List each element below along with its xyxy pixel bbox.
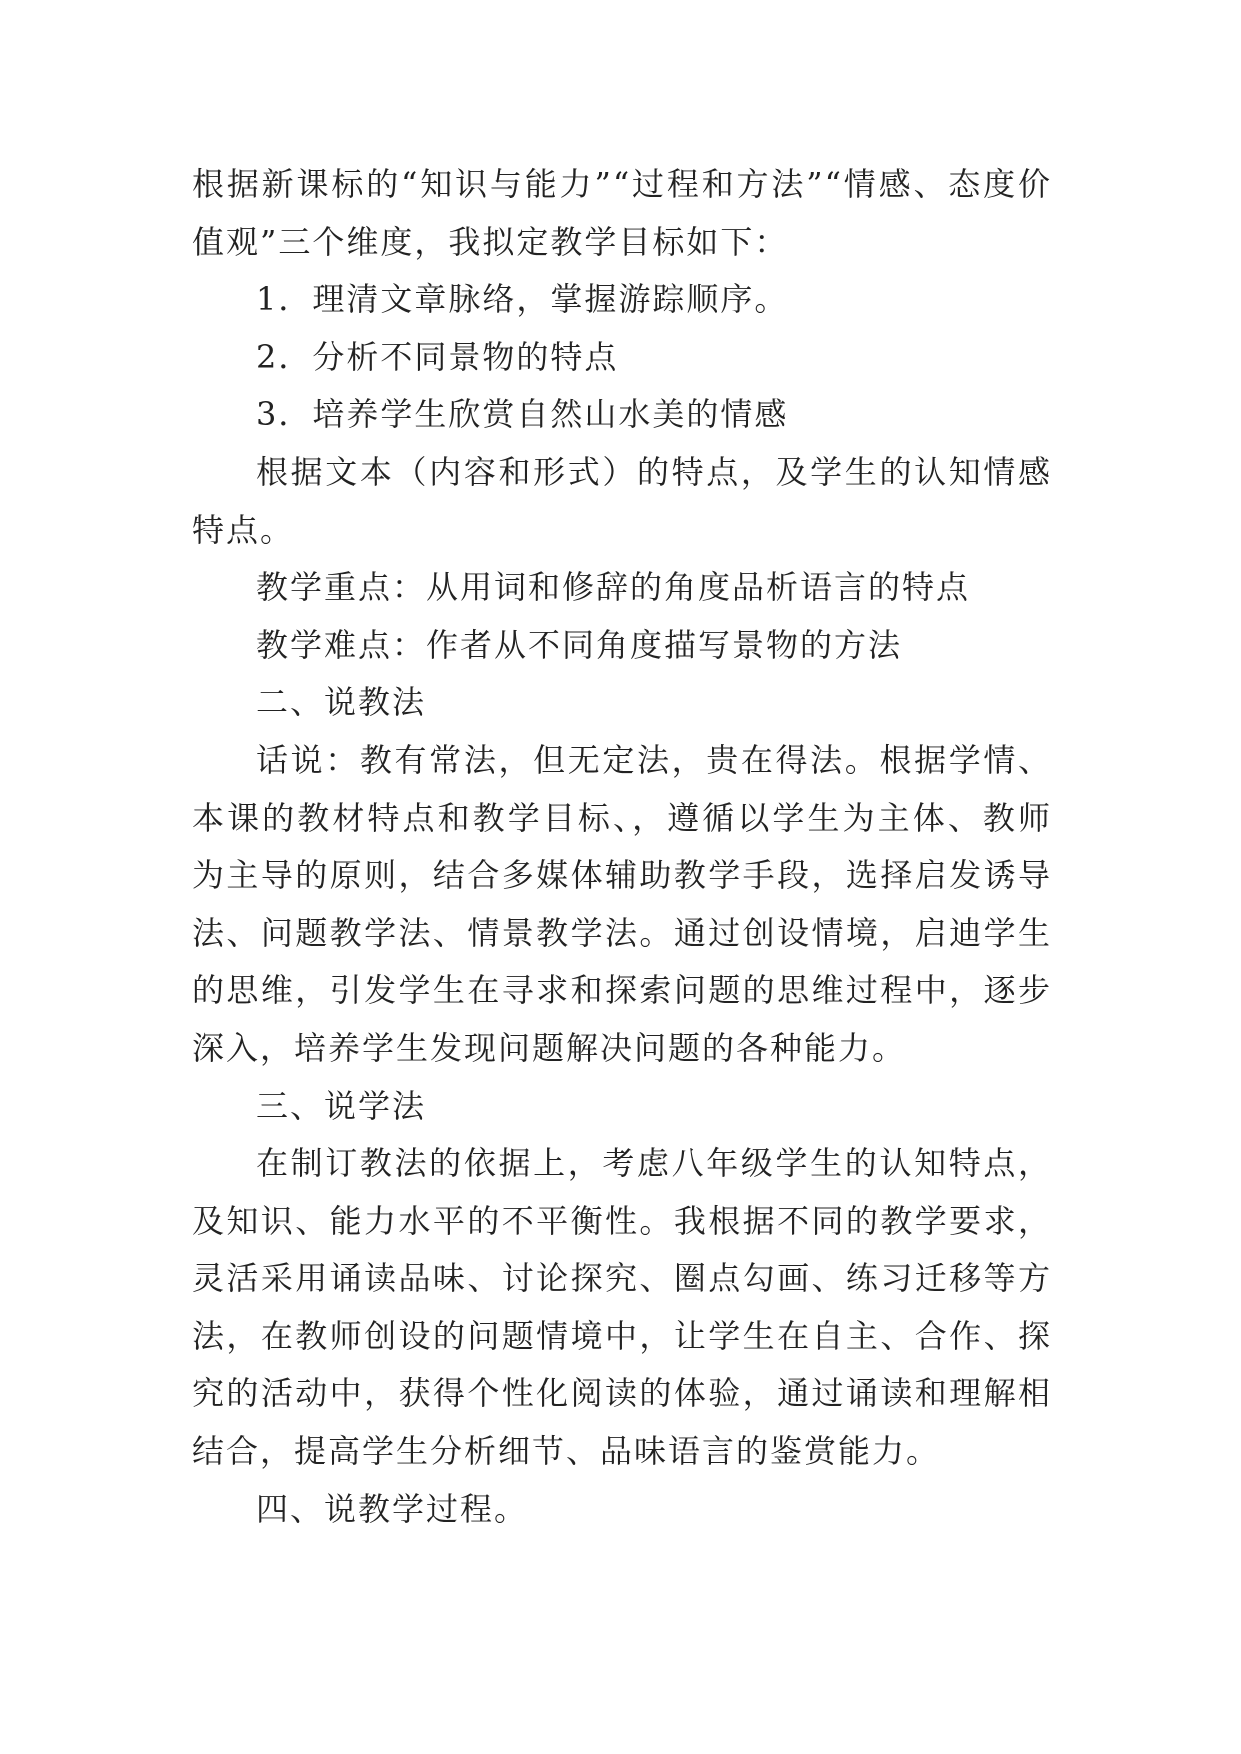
document-body xyxy=(192,156,1052,1538)
paragraph-teaching-method: 话说：教有常法，但无定法，贵在得法。根据学情、本课的教材特点和教学目标、，遵循以学生为主体、教师为主导的原则，结合多媒体辅助教学手段，选择启发诱导法、问题教学法、情景教学法。通过创设情境，启迪学生的思维，引发学生在寻求和探索问题的思维过程中，逐步深入，培养学生发现问题解决问题的各种能力。 xyxy=(192,740,1052,1067)
objective-item-1: 1．理清文章脉络，掌握游踪顺序。 xyxy=(256,280,789,319)
section-heading-teaching-process: 四、说教学过程。 xyxy=(256,1489,529,1528)
teaching-key-point: 教学重点：从用词和修辞的角度品析语言的特点 xyxy=(256,568,971,607)
paragraph-learning-method: 在制订教法的依据上，考虑八年级学生的认知特点，及知识、能力水平的不平衡性。我根据不同的教学要求，灵活采用诵读品味、讨论探究、圈点勾画、练习迁移等方法，在教师创设的问题情境中，让学生在自主、合作、探究的活动中，获得个性化阅读的体验，通过诵读和理解相结合，提高学生分析细节、品味语言的鉴赏能力。 xyxy=(192,1144,1052,1471)
section-heading-learning-method: 三、说学法 xyxy=(256,1086,427,1125)
objective-item-2: 2．分析不同景物的特点 xyxy=(256,337,619,376)
paragraph-text-basis: 根据文本（内容和形式）的特点，及学生的认知情感特点。 xyxy=(192,452,1052,549)
teaching-difficulty: 教学难点：作者从不同角度描写景物的方法 xyxy=(256,625,903,664)
paragraph-objectives-intro: 根据新课标的“知识与能力”“过程和方法”“情感、态度价值观”三个维度，我拟定教学目标如下： xyxy=(192,165,1052,261)
objective-item-3: 3．培养学生欣赏自然山水美的情感 xyxy=(256,395,789,434)
section-heading-teaching-method: 二、说教法 xyxy=(256,683,427,722)
